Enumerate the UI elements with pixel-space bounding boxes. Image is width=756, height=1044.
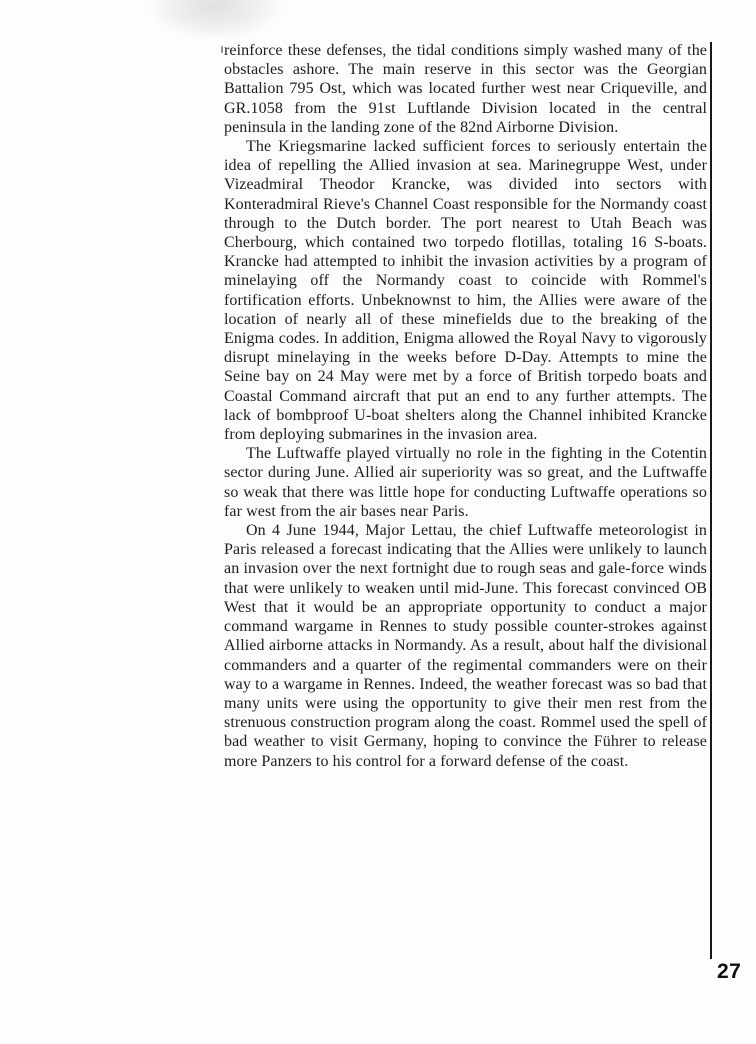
- paragraph-kriegsmarine: The Kriegsmarine lacked sufficient forces to seriously entertain the idea of repelling the Allied invasion at sea. Marinegruppe West, under Vizeadmiral Theodor Krancke, was divided into sectors with Konteradmiral Rieve's Channel Coast responsible for the Normandy coast through to the Dutch border. The port nearest to Utah Beach was Cherbourg, which contained two torpedo flotillas, totaling 16 S-boats. Krancke had attempted to inhibit the invasion activities by a program of minelaying off the Normandy coast to coincide with Rommel's fortification efforts. Unbeknownst to him, the Allies were aware of the location of nearly all of these minefields due to the breaking of the Enigma codes. In addition, Enigma allowed the Royal Navy to vigorously disrupt minelaying in the weeks before D-Day. Attempts to mine the Seine bay on 24 May were met by a force of British torpedo boats and Coastal Command aircraft that put an end to any further attempts. The lack of bombproof U-boat shelters along the Channel inhibited Krancke from deploying submarines in the invasion area.: [224, 138, 707, 444]
- paragraph-continuation: reinforce these defenses, the tidal conditions simply washed many of the obstacles ashore. The main reserve in this sector was the Georgian Battalion 795 Ost, which was located further west near Criqueville, and GR.1058 from the 91st Luftlande Division located in the central peninsula in the landing zone of the 82nd Airborne Division.: [224, 42, 707, 136]
- page-number: 27: [717, 960, 742, 983]
- right-margin-rule: [710, 42, 712, 959]
- body-text: [224, 41, 707, 771]
- paragraph-luftwaffe: The Luftwaffe played virtually no role in the fighting in the Cotentin sector during June. Allied air superiority was so great, and the Luftwaffe so weak that there was little hope for conducting Luftwaffe operations so far west from the air bases near Paris.: [224, 445, 707, 520]
- paragraph-weather-forecast: On 4 June 1944, Major Lettau, the chief Luftwaffe meteorologist in Paris released a forecast indicating that the Allies were unlikely to launch an invasion over the next fortnight due to rough seas and gale-force winds that were unlikely to weaken until mid-June. This forecast convinced OB West that it would be an appropriate opportunity to conduct a major command wargame in Rennes to study possible counter-strokes against Allied airborne attacks in Normandy. As a result, about half the divisional commanders and a quarter of the regimental commanders were on their way to a wargame in Rennes. Indeed, the weather forecast was so bad that many units were using the opportunity to give their men rest from the strenuous construction program along the coast. Rommel used the spell of bad weather to visit Germany, hoping to convince the Führer to release more Panzers to his control for a forward defense of the coast.: [224, 522, 707, 770]
- scan-smudge-artifact: [150, 0, 280, 38]
- scan-fleck-artifact: [221, 46, 223, 53]
